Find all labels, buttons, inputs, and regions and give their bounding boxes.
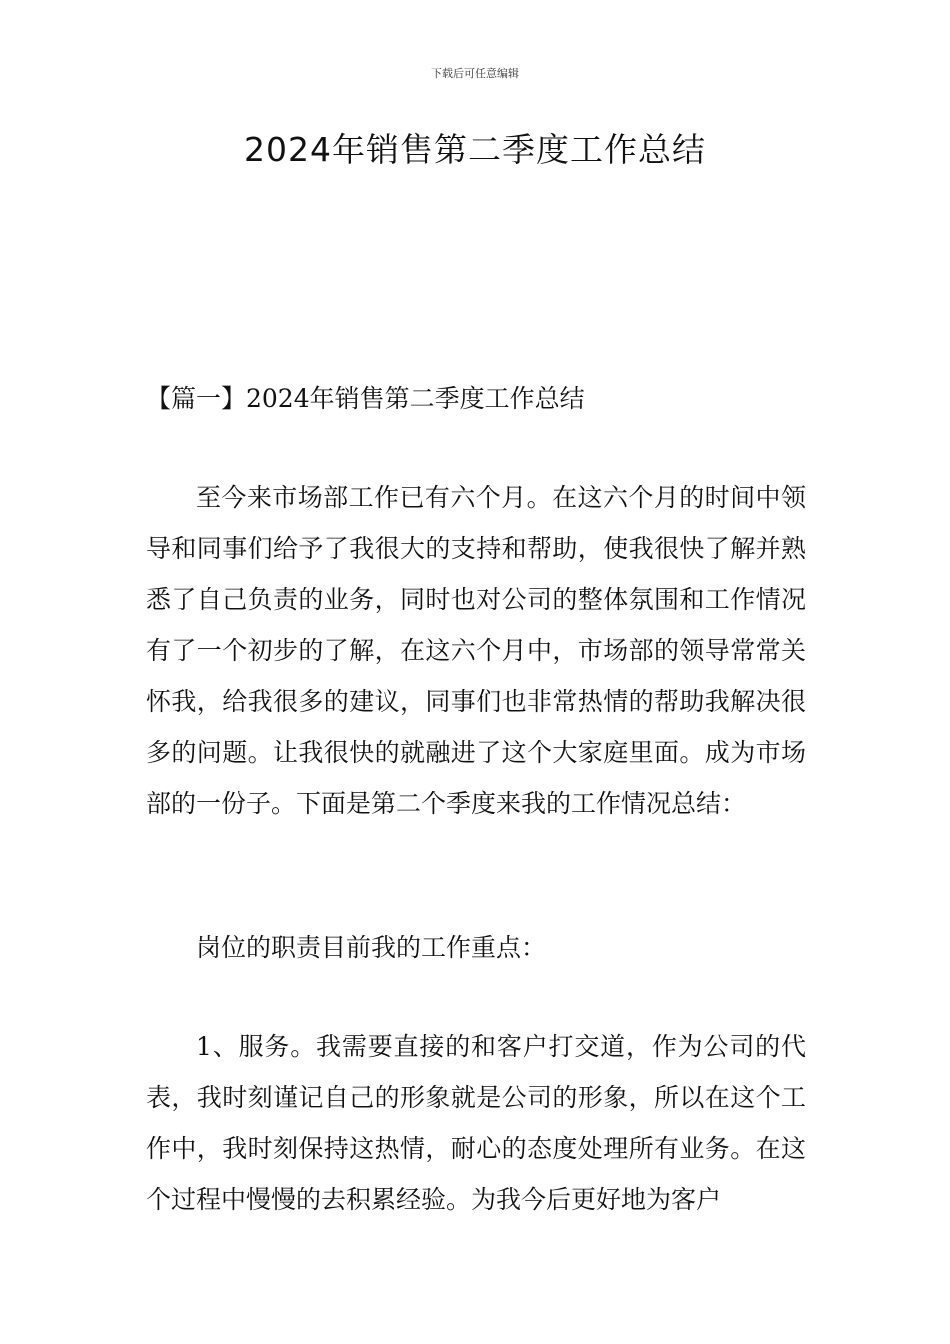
document-title: 2024年销售第二季度工作总结 — [244, 130, 706, 169]
paragraph-intro: 至今来市场部工作已有六个月。在这六个月的时间中领导和同事们给予了我很大的支持和帮助，使我很快了解并熟悉了自己负责的业务，同时也对公司的整体氛围和工作情况有了一个初步的了解，在这六个月中，市场部的领导常常关怀我，给我很多的建议，同事们也非常热情的帮助我解决很多的问题。让我很快的就融进了这个大家庭里面。成为市场部的一份子。下面是第二个季度来我的工作情况总结： — [146, 483, 806, 818]
paragraph-duties: 岗位的职责目前我的工作重点： — [196, 933, 547, 962]
section-heading: 【篇一】2024年销售第二季度工作总结 — [146, 384, 585, 413]
header-note: 下载后可任意编辑 — [431, 67, 519, 80]
paragraph-service: 1、服务。我需要直接的和客户打交道，作为公司的代表，我时刻谨记自己的形象就是公司的形象，所以在这个工作中，我时刻保持这热情，耐心的态度处理所有业务。在这个过程中慢慢的去积累经验。为我今后更好地为客户 — [146, 1032, 806, 1214]
